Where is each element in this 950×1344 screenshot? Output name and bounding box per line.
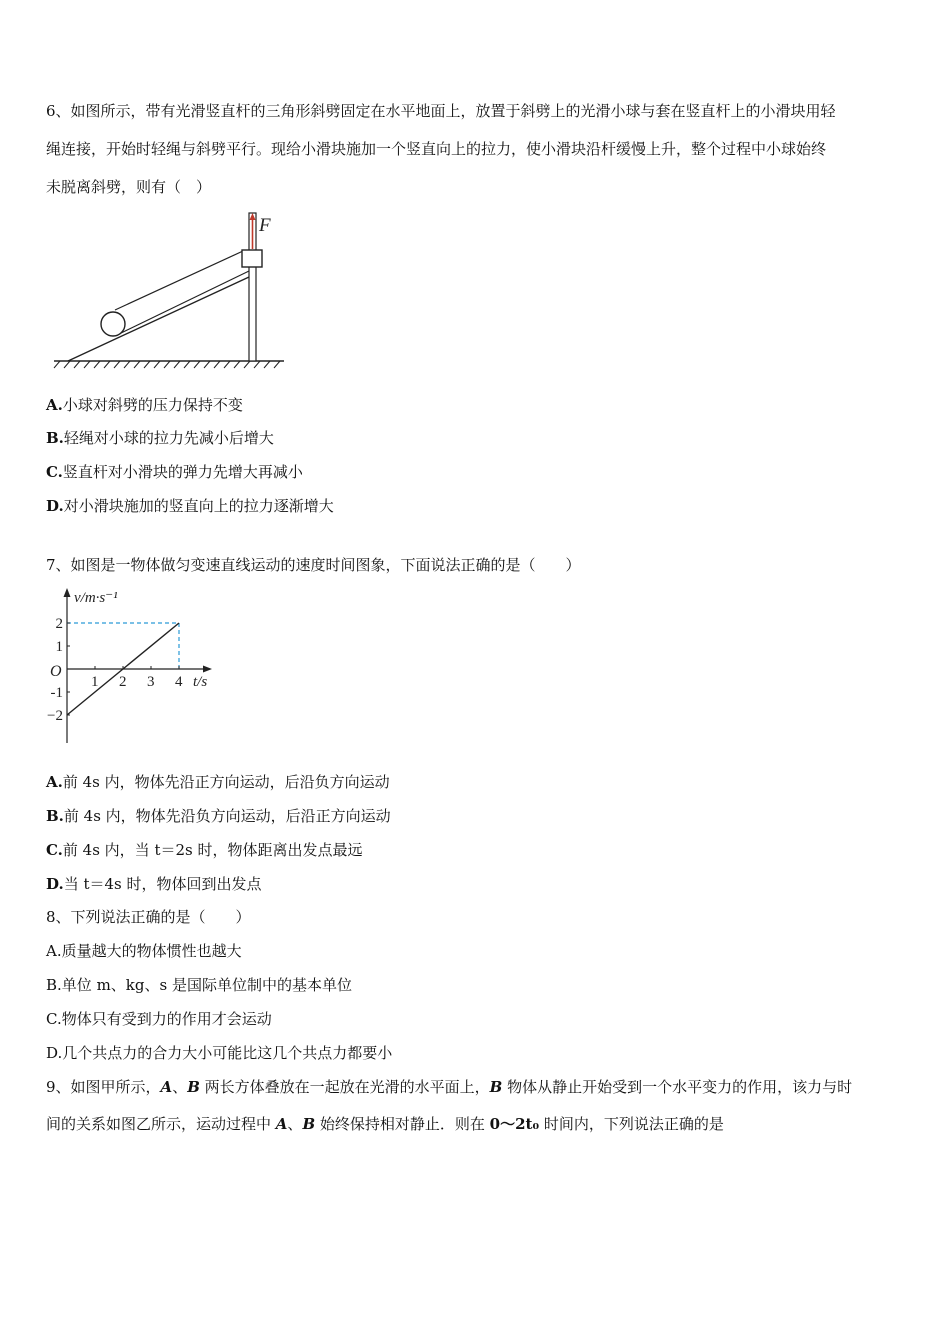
q9-text: 时间内，下列说法正确的是 xyxy=(539,1115,724,1133)
q6-stem-line-1: 6、如图所示，带有光滑竖直杆的三角形斜劈固定在水平地面上，放置于斜劈上的光滑小球与套在竖直杆上的小滑块用轻 xyxy=(46,102,836,120)
q8-option-b[interactable] xyxy=(46,975,352,995)
q9-text: 间的关系如图乙所示，运动过程中 xyxy=(46,1115,276,1133)
origin-label: O xyxy=(50,663,62,680)
q9-var-b: B xyxy=(187,1078,200,1096)
x-tick-label: 1 xyxy=(91,674,99,690)
option-letter: D. xyxy=(46,875,64,893)
x-axis-arrow xyxy=(203,666,212,673)
y-tick-label: 2 xyxy=(55,616,63,632)
q7-velocity-time-chart xyxy=(40,580,220,750)
q8-option-a[interactable] xyxy=(46,941,242,961)
option-text: 轻绳对小球的拉力先减小后增大 xyxy=(63,429,274,447)
option-letter: B. xyxy=(46,429,64,447)
ball xyxy=(101,312,125,336)
option-letter: C. xyxy=(46,463,63,481)
option-text: 小球对斜劈的压力保持不变 xyxy=(62,396,243,414)
q9-text: 9、如图甲所示， xyxy=(46,1078,161,1096)
q9-var-b: B xyxy=(302,1115,316,1133)
q9-text: 、 xyxy=(287,1115,303,1133)
option-text: 前 4s 内，当 t＝2s 时，物体距离出发点最远 xyxy=(62,841,363,859)
q7-option-a[interactable] xyxy=(46,772,390,792)
q6-option-a[interactable] xyxy=(46,395,243,415)
q8-option-d[interactable] xyxy=(46,1043,392,1063)
q7-option-d[interactable] xyxy=(46,874,262,894)
y-tick-label: -1 xyxy=(50,685,63,701)
q8-option-c[interactable] xyxy=(46,1009,272,1029)
q9-text: 两长方体叠放在一起放在光滑的水平面上， xyxy=(199,1078,490,1096)
q9-time-range: 0～2t₀ xyxy=(489,1115,540,1133)
option-letter: B. xyxy=(46,976,62,994)
option-text: 几个共点力的合力大小可能比这几个共点力都要小 xyxy=(62,1044,393,1062)
option-text: 前 4s 内，物体先沿负方向运动，后沿正方向运动 xyxy=(63,807,391,825)
q9-stem-line-2 xyxy=(46,1114,724,1134)
q9-text: 物体从静止开始受到一个水平变力的作用，该力与时 xyxy=(502,1078,853,1096)
q9-text: 、 xyxy=(172,1078,188,1096)
force-label: F xyxy=(259,215,271,236)
option-text: 竖直杆对小滑块的弹力先增大再减小 xyxy=(62,463,303,481)
option-letter: B. xyxy=(46,807,64,825)
q8-stem: 8、下列说法正确的是（ ） xyxy=(46,908,251,926)
q6-option-d[interactable] xyxy=(46,496,334,516)
q9-var-a: A xyxy=(160,1078,173,1096)
q9-stem-line-1 xyxy=(46,1077,852,1097)
option-letter: A. xyxy=(46,942,62,960)
q9-text: 始终保持相对静止．则在 xyxy=(315,1115,490,1133)
q6-stem-line-3: 未脱离斜劈，则有（ ） xyxy=(46,178,212,196)
option-text: 物体只有受到力的作用才会运动 xyxy=(61,1010,272,1028)
option-text: 前 4s 内，物体先沿正方向运动，后沿负方向运动 xyxy=(62,773,390,791)
y-axis-arrow xyxy=(64,588,71,597)
y-axis-label: v/m·s⁻¹ xyxy=(74,590,118,606)
q7-stem: 7、如图是一物体做匀变速直线运动的速度时间图象，下面说法正确的是（ ） xyxy=(46,556,581,574)
rope xyxy=(115,251,243,310)
x-tick-label: 4 xyxy=(175,674,183,690)
q9-var-b: B xyxy=(489,1078,503,1096)
q6-incline-figure xyxy=(46,205,296,375)
option-letter: A. xyxy=(46,396,63,414)
y-tick-label: 1 xyxy=(55,639,63,655)
option-letter: C. xyxy=(46,841,63,859)
option-text: 质量越大的物体惯性也越大 xyxy=(61,942,242,960)
option-letter: C. xyxy=(46,1010,62,1028)
option-text: 对小滑块施加的竖直向上的拉力逐渐增大 xyxy=(63,497,334,515)
x-tick-label: 3 xyxy=(147,674,155,690)
option-text: 当 t＝4s 时，物体回到出发点 xyxy=(63,875,262,893)
option-letter: D. xyxy=(46,1044,63,1062)
q7-option-c[interactable] xyxy=(46,840,363,860)
y-tick-label: −2 xyxy=(47,708,63,724)
q6-option-c[interactable] xyxy=(46,462,303,482)
x-axis-label: t/s xyxy=(193,674,208,690)
q9-var-a: A xyxy=(275,1115,288,1133)
x-tick-label: 2 xyxy=(119,674,127,690)
q7-option-b[interactable] xyxy=(46,806,391,826)
option-text: 单位 m、kg、s 是国际单位制中的基本单位 xyxy=(61,976,352,994)
q6-stem-line-2: 绳连接，开始时轻绳与斜劈平行。现给小滑块施加一个竖直向上的拉力，使小滑块沿杆缓慢上升，整个过程中小球始终 xyxy=(46,140,827,158)
slider-block xyxy=(242,250,262,267)
option-letter: A. xyxy=(46,773,63,791)
option-letter: D. xyxy=(46,497,64,515)
q6-option-b[interactable] xyxy=(46,428,274,448)
